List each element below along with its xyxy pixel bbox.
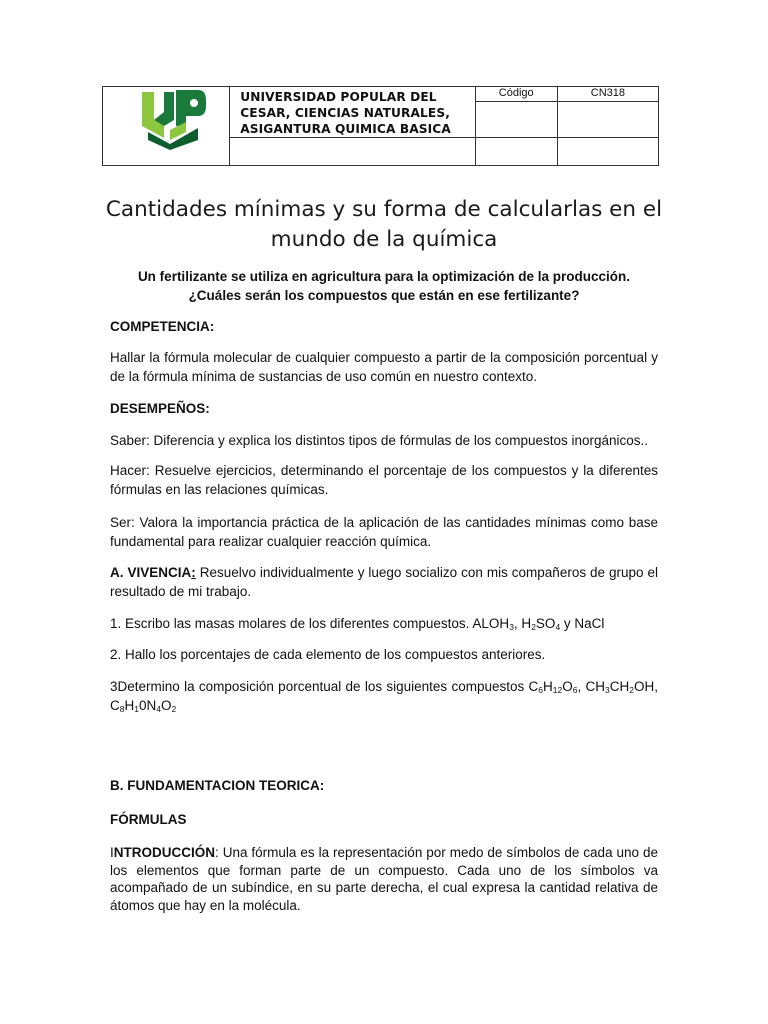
formulas-heading: FÓRMULAS: [110, 812, 187, 827]
intro-label: NTRODUCCIÓN: [113, 845, 216, 860]
guiding-question: Un fertilizante se utiliza en agricultura para la optimización de la producción. ¿Cuáles serán los compuestos que están en ese fertilizante?: [137, 269, 631, 303]
competencia-text: Hallar la fórmula molecular de cualquier compuesto a partir de la composición porcentual y de la fórmula mínima de sustancias de uso común en nuestro contexto.: [110, 350, 658, 384]
competencia-heading: COMPETENCIA:: [110, 319, 215, 334]
vivencia-text: Resuelvo individualmente y luego socializo con mis compañeros de grupo el resultado de mi trabajo.: [110, 565, 658, 599]
codigo-label: Código: [475, 87, 557, 102]
formula-aloh3: $ALOH_3$, $H_2SO_4$ y NaCl: [472, 616, 605, 632]
intro-text: : Una fórmula es la representación por medo de símbolos de cada uno de los elementos que forman parte de un compuesto. Cada uno de los símbolos va acompañado de un subíndice, en su parte derecha, el cual expresa la cantidad relativa de átomos que hay en la molécula.: [110, 845, 658, 913]
item-3-text: 3Determino la composición porcentual de los siguientes compuestos: [110, 679, 529, 694]
vivencia-label: A. VIVENCIA: [110, 565, 192, 580]
ser-text: Ser: Valora la importancia práctica de la aplicación de las cantidades mínimas como base fundamental para realizar cualquier reacción química.: [110, 515, 658, 549]
formula-list: $C_6H_{12}O_6$, $CH_3CH_2OH$, $C_8H_10N_4O_2$: [110, 679, 658, 714]
item-1-text: 1. Escribo las masas molares de los diferentes compuestos.: [110, 616, 473, 631]
item-3: [110, 677, 658, 715]
introduccion-paragraph: [110, 844, 658, 914]
empty-cell: [230, 138, 475, 166]
vivencia-colon: :: [191, 565, 196, 580]
item-2: 2. Hallo los porcentajes de cada elemento de los compuestos anteriores.: [110, 647, 546, 662]
empty-cell: [475, 102, 557, 138]
empty-cell: [475, 138, 557, 166]
hacer-text: Hacer: Resuelve ejercicios, determinando el porcentaje de los compuestos y la diferentes fórmulas en las relaciones químicas.: [110, 463, 658, 497]
upc-logo: [140, 86, 206, 150]
codigo-value: CN318: [557, 87, 658, 102]
desempenos-heading: DESEMPEÑOS:: [110, 401, 210, 416]
empty-cell: [557, 138, 658, 166]
intro-first-letter: I: [110, 845, 114, 860]
vivencia-paragraph: [110, 563, 658, 601]
item-1: [110, 614, 658, 633]
saber-text: Saber: Diferencia y explica los distintos tipos de fórmulas de los compuestos inorgánicos..: [110, 433, 649, 448]
document-title: Cantidades mínimas y su forma de calcularlas en el mundo de la química: [105, 197, 663, 252]
university-name: UNIVERSIDAD POPULAR DEL CESAR, CIENCIAS NATURALES, ASIGANTURA QUIMICA BASICA: [240, 90, 451, 136]
university-cell: [230, 87, 475, 138]
empty-cell: [557, 102, 658, 138]
fundamentacion-heading: B. FUNDAMENTACION TEORICA:: [110, 778, 325, 793]
